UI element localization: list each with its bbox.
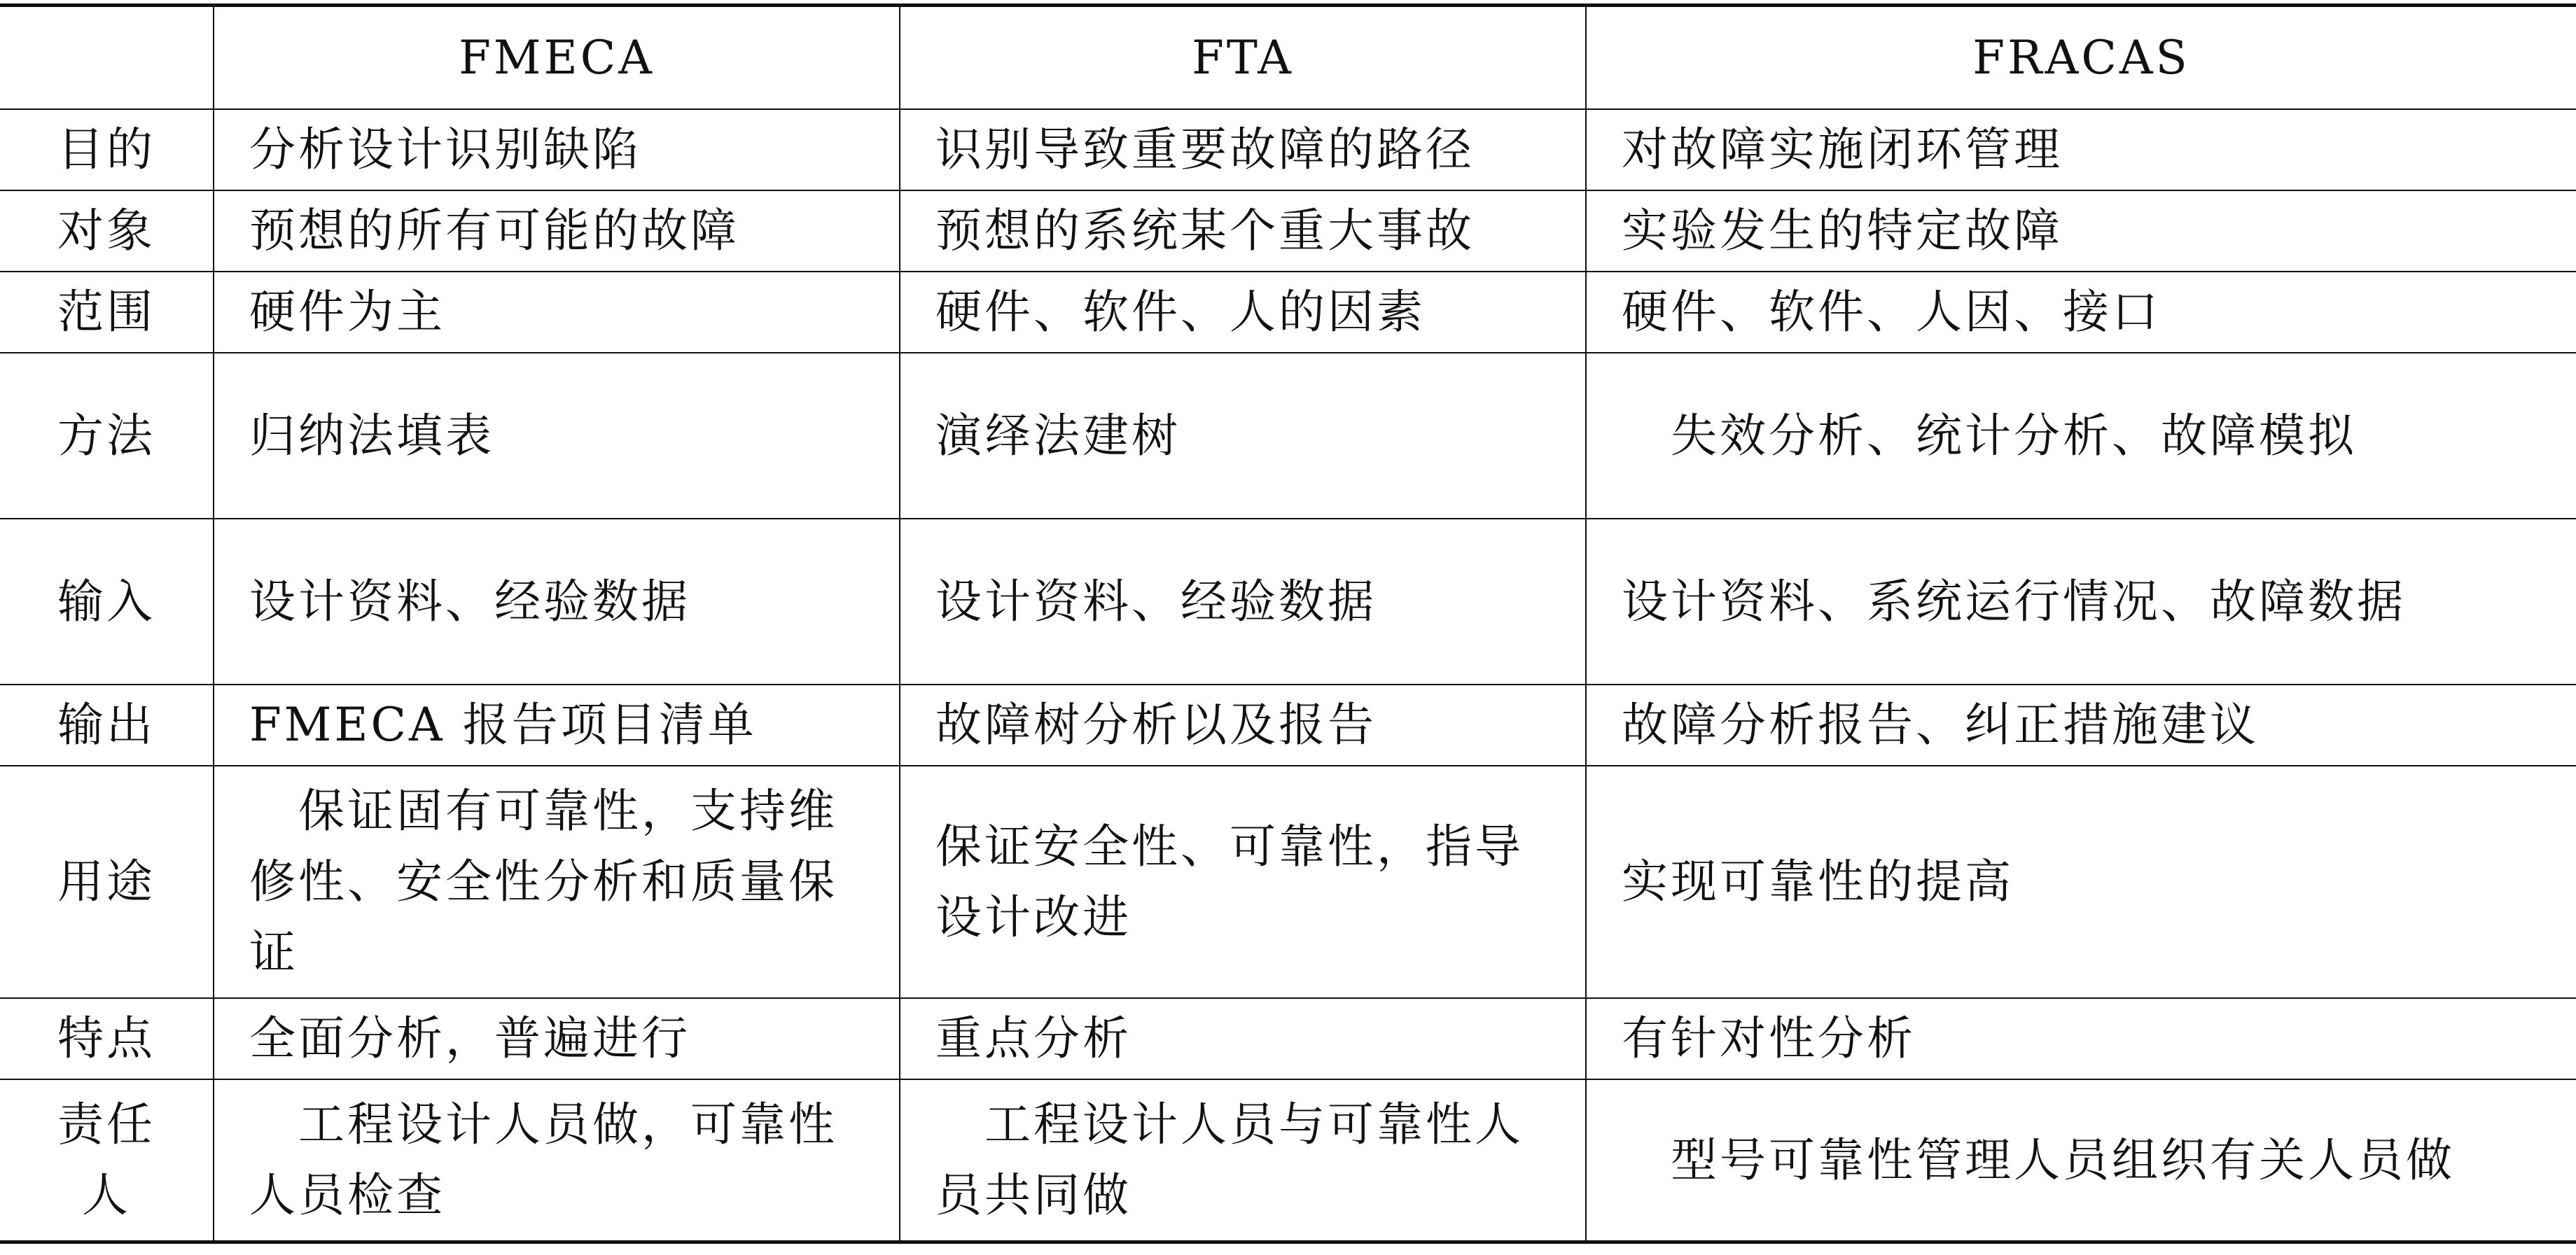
- table-cell: FMECA 报告项目清单: [214, 685, 900, 766]
- table-cell: 硬件、软件、人的因素: [900, 272, 1586, 353]
- table-cell: 预想的所有可能的故障: [214, 190, 900, 272]
- table-row: [0, 766, 2576, 998]
- table-cell: 设计资料、系统运行情况、故障数据: [1586, 519, 2576, 685]
- table-row: [0, 272, 2576, 353]
- table-cell: 硬件为主: [214, 272, 900, 353]
- table-cell: 保证安全性、可靠性，指导设计改进: [900, 766, 1586, 998]
- table-cell: 设计资料、经验数据: [214, 519, 900, 685]
- table-row: [0, 998, 2576, 1079]
- table-row: [0, 1079, 2576, 1242]
- table-cell: 设计资料、经验数据: [900, 519, 1586, 685]
- table-cell: 实验发生的特定故障: [1586, 190, 2576, 272]
- row-label: 对象: [0, 190, 214, 272]
- table-cell: 预想的系统某个重大事故: [900, 190, 1586, 272]
- table-cell: 故障分析报告、纠正措施建议: [1586, 685, 2576, 766]
- row-label: 目的: [0, 109, 214, 190]
- table-cell: 有针对性分析: [1586, 998, 2576, 1079]
- table-cell: 故障树分析以及报告: [900, 685, 1586, 766]
- table-cell: 工程设计人员与可靠性人员共同做: [900, 1079, 1586, 1242]
- table-header-row: [0, 6, 2576, 109]
- header-cell-fta: FTA: [900, 6, 1586, 109]
- row-label: 责任人: [0, 1079, 214, 1242]
- header-cell-fmeca: FMECA: [214, 6, 900, 109]
- table-cell: 对故障实施闭环管理: [1586, 109, 2576, 190]
- header-cell-corner: [0, 6, 214, 109]
- table-row: [0, 685, 2576, 766]
- table-row: [0, 353, 2576, 519]
- table-cell: 硬件、软件、人因、接口: [1586, 272, 2576, 353]
- table-cell: 全面分析，普遍进行: [214, 998, 900, 1079]
- header-cell-fracas: FRACAS: [1586, 6, 2576, 109]
- table-cell: 工程设计人员做，可靠性人员检查: [214, 1079, 900, 1242]
- table-cell: 重点分析: [900, 998, 1586, 1079]
- row-label: 范围: [0, 272, 214, 353]
- table-row: [0, 109, 2576, 190]
- table-cell: 实现可靠性的提高: [1586, 766, 2576, 998]
- row-label: 特点: [0, 998, 214, 1079]
- row-label: 输入: [0, 519, 214, 685]
- comparison-table: [0, 3, 2576, 1244]
- table-row: [0, 190, 2576, 272]
- table-cell: 分析设计识别缺陷: [214, 109, 900, 190]
- table-cell: 型号可靠性管理人员组织有关人员做: [1586, 1079, 2576, 1242]
- table-row: [0, 519, 2576, 685]
- row-label: 方法: [0, 353, 214, 519]
- table-cell: 演绎法建树: [900, 353, 1586, 519]
- table-cell: 归纳法填表: [214, 353, 900, 519]
- row-label: 用途: [0, 766, 214, 998]
- table-cell: 保证固有可靠性，支持维修性、安全性分析和质量保证: [214, 766, 900, 998]
- table-cell: 失效分析、统计分析、故障模拟: [1586, 353, 2576, 519]
- row-label: 输出: [0, 685, 214, 766]
- table-cell: 识别导致重要故障的路径: [900, 109, 1586, 190]
